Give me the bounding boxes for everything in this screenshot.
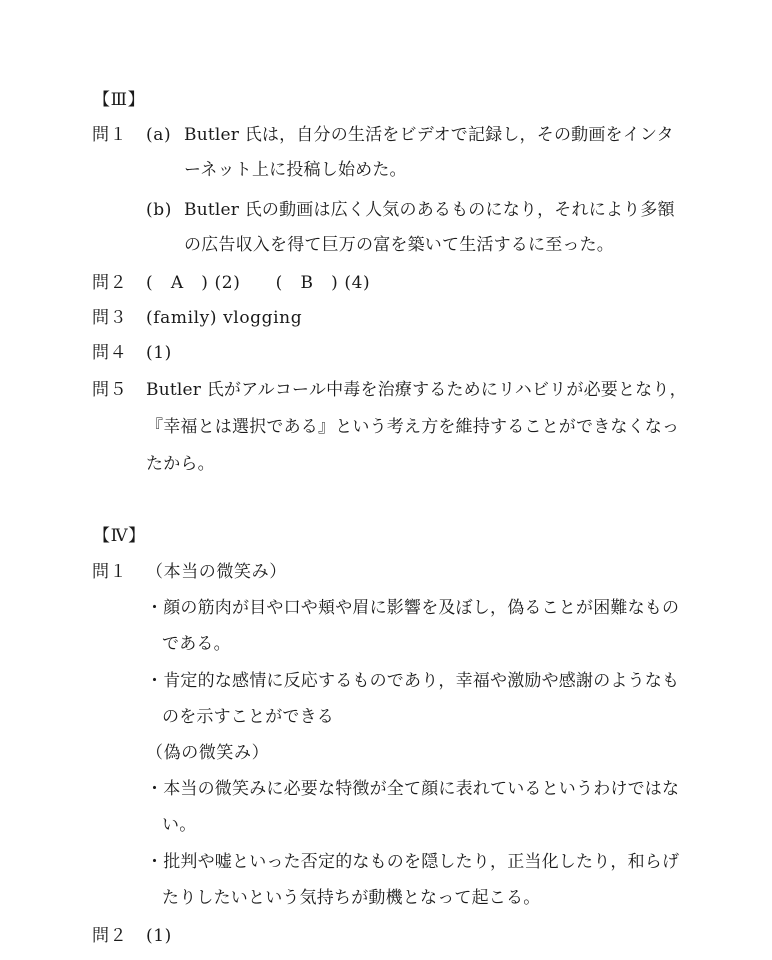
q5-line-2: 『幸福とは選択である』という考え方を維持することができなくなっ	[146, 417, 680, 437]
section-3-heading: 【Ⅲ】	[93, 90, 146, 110]
fake-smile-bullet-2-line-2: たりしたいという気持ちが動機となって起こる。	[162, 888, 541, 908]
true-smile-bullet-2-line-1: ・肯定的な感情に反応するものであり，幸福や激励や感謝のようなも	[146, 671, 680, 691]
question-1-label: 問１	[92, 125, 128, 145]
fake-smile-heading: （偽の微笑み）	[146, 743, 270, 763]
section-4-heading: 【Ⅳ】	[93, 526, 146, 546]
q1-a-line-1: Butler 氏は，自分の生活をビデオで記録し，その動画をインタ	[184, 125, 674, 145]
true-smile-bullet-2-line-2: のを示すことができる	[162, 707, 334, 727]
q2-answer: ( A ) (2) ( B ) (4)	[146, 273, 371, 293]
q1-a-marker: (a)	[146, 125, 172, 145]
section-4-q2-answer: (1)	[146, 926, 172, 946]
section-4-question-2-label: 問２	[92, 926, 128, 946]
fake-smile-bullet-1-line-2: い。	[162, 815, 197, 835]
q1-b-line-2: の広告収入を得て巨万の富を築いて生活するに至った。	[184, 235, 614, 255]
question-2-label: 問２	[92, 273, 128, 293]
true-smile-bullet-1-line-1: ・顔の筋肉が目や口や頬や眉に影響を及ぼし，偽ることが困難なもの	[146, 598, 680, 618]
fake-smile-bullet-1-line-1: ・本当の微笑みに必要な特徴が全て顔に表れているというわけではな	[146, 779, 680, 799]
q1-b-marker: (b)	[146, 200, 172, 220]
question-5-label: 問５	[92, 380, 128, 400]
q5-line-3: たから。	[146, 454, 215, 474]
question-3-label: 問３	[92, 308, 128, 328]
q4-answer: (1)	[146, 343, 172, 363]
true-smile-heading: （本当の微笑み）	[146, 562, 287, 582]
q3-answer: (family) vlogging	[146, 308, 303, 328]
q1-a-line-2: ーネット上に投稿し始めた。	[184, 160, 407, 180]
q1-b-line-1: Butler 氏の動画は広く人気のあるものになり，それにより多額	[184, 200, 675, 220]
q5-line-1: Butler 氏がアルコール中毒を治療するためにリハビリが必要となり，	[146, 380, 687, 400]
section-4-question-1-label: 問１	[92, 562, 128, 582]
true-smile-bullet-1-line-2: である。	[162, 634, 231, 654]
fake-smile-bullet-2-line-1: ・批判や嘘といった否定的なものを隠したり，正当化したり，和らげ	[146, 852, 680, 872]
question-4-label: 問４	[92, 343, 128, 363]
